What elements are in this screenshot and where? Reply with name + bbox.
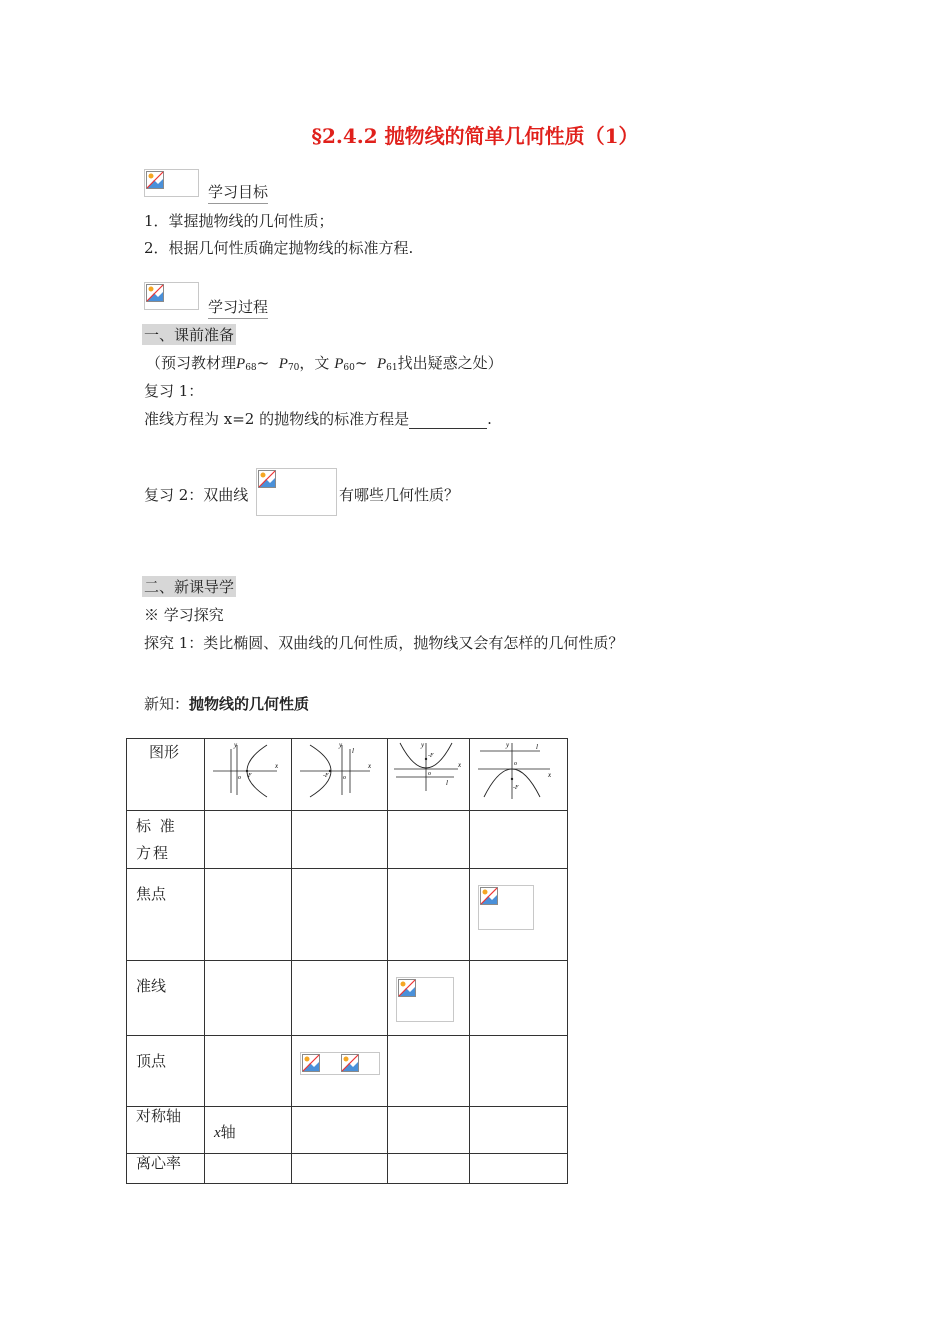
preview-note-text: （预习教材理	[146, 354, 237, 372]
formula-image-placeholder	[478, 885, 534, 930]
axis-text: 轴	[220, 1123, 236, 1141]
broken-image-icon	[480, 887, 498, 905]
origin-label: o	[514, 761, 517, 767]
table-cell	[388, 1154, 470, 1184]
image-placeholder	[144, 169, 199, 197]
axis-label-x: x	[548, 771, 552, 779]
table-cell	[205, 811, 292, 869]
page-ref-sub: 68	[245, 363, 257, 373]
row-label: 离心率	[136, 1154, 182, 1172]
table-row	[127, 811, 568, 869]
image-placeholder	[144, 282, 199, 310]
review1-label: 复习 1：	[144, 382, 204, 400]
table-cell	[292, 961, 388, 1036]
table-cell	[127, 1036, 205, 1107]
goal-item: 1．掌握抛物线的几何性质；	[144, 212, 334, 230]
row-label: 焦点	[136, 885, 167, 903]
table-cell	[205, 739, 292, 811]
table-cell	[127, 739, 205, 811]
table-cell	[205, 1036, 292, 1107]
new-knowledge-label: 新知：	[144, 695, 190, 713]
origin-label: o	[428, 771, 431, 777]
table-cell	[205, 1107, 292, 1154]
table-cell	[388, 869, 470, 961]
section-heading-goals: 学习目标	[208, 181, 268, 204]
row-label: 准线	[136, 977, 167, 995]
table-cell	[470, 961, 568, 1036]
table-cell	[127, 961, 205, 1036]
axis-label-x: x	[458, 761, 462, 769]
table-cell	[470, 739, 568, 811]
parabola-up-graph	[388, 739, 470, 811]
broken-image-icon	[398, 979, 416, 997]
row-label: 对称轴	[136, 1107, 182, 1125]
table-cell	[388, 1036, 470, 1107]
table-cell	[292, 1036, 388, 1107]
parabola-down-graph	[470, 739, 568, 811]
page-title: §2.4.2 抛物线的简单几何性质（1）	[311, 124, 639, 148]
directrix-label: l	[536, 743, 538, 751]
axis-answer	[214, 1119, 236, 1147]
parabola-left-graph	[292, 739, 388, 811]
axis-label-y: y	[506, 741, 510, 749]
table-cell	[470, 1107, 568, 1154]
page-ref-sub: 60	[343, 363, 355, 373]
axis-var: x	[214, 1125, 221, 1141]
broken-image-icon	[341, 1054, 359, 1072]
table-cell	[292, 1107, 388, 1154]
table-cell	[470, 811, 568, 869]
table-cell	[292, 739, 388, 811]
formula-image-placeholder	[300, 1052, 380, 1075]
table-row	[127, 1036, 568, 1107]
focus-label: -F	[428, 753, 434, 759]
parabola-right-graph	[205, 739, 292, 811]
broken-image-icon	[302, 1054, 320, 1072]
page-ref-sub: 70	[287, 363, 300, 373]
preview-note-text: ，文	[299, 354, 330, 372]
broken-image-icon	[146, 171, 164, 189]
review1-question	[144, 408, 492, 429]
answer-blank[interactable]	[409, 414, 487, 429]
table-cell	[470, 1154, 568, 1184]
section-heading-prep: 一、课前准备	[144, 326, 235, 344]
review1-end: .	[487, 410, 492, 428]
new-knowledge-title: 抛物线的几何性质	[189, 695, 310, 713]
focus-label: -F	[513, 785, 519, 791]
table-cell	[388, 739, 470, 811]
table-cell	[388, 961, 470, 1036]
section-heading-process: 学习过程	[208, 296, 268, 319]
properties-table	[126, 738, 568, 1184]
explore-question: 探究 1：类比椭圆、双曲线的几何性质，抛物线又会有怎样的几何性质？	[144, 634, 624, 652]
row-label: 顶点	[136, 1052, 167, 1070]
preview-note-text: 找出疑惑之处）	[397, 354, 503, 372]
broken-image-icon	[258, 470, 276, 488]
focus-label: -F	[323, 773, 329, 779]
broken-image-icon	[146, 284, 164, 302]
axis-label-x: x	[368, 762, 372, 770]
section-heading-newlesson: 二、新课导学	[144, 578, 235, 596]
table-cell	[292, 811, 388, 869]
focus-label: F	[248, 773, 252, 779]
table-cell	[205, 1154, 292, 1184]
new-knowledge	[144, 693, 309, 714]
page-ref: P	[334, 356, 344, 372]
table-row	[127, 869, 568, 961]
formula-image-placeholder	[256, 468, 337, 516]
page-ref: P	[236, 356, 246, 372]
table-cell	[127, 869, 205, 961]
origin-label: o	[343, 775, 346, 781]
table-row	[127, 739, 568, 811]
explore-heading: ※ 学习探究	[144, 606, 224, 624]
table-cell	[205, 869, 292, 961]
row-label: 标 准 方程	[136, 817, 177, 862]
tilde: ~	[354, 354, 368, 372]
page-ref: P	[278, 356, 288, 372]
table-cell	[292, 1154, 388, 1184]
table-cell	[470, 869, 568, 961]
formula-image-placeholder	[396, 977, 454, 1022]
table-cell	[470, 1036, 568, 1107]
table-cell	[205, 961, 292, 1036]
table-cell	[127, 811, 205, 869]
axis-label-x: x	[275, 762, 279, 770]
goal-item: 2．根据几何性质确定抛物线的标准方程.	[144, 239, 414, 257]
directrix-label: l	[446, 779, 448, 787]
page-ref: P	[376, 356, 387, 372]
table-cell	[127, 1154, 205, 1184]
table-row	[127, 961, 568, 1036]
table-row	[127, 1154, 568, 1184]
table-cell	[388, 811, 470, 869]
axis-label-y: y	[234, 741, 238, 749]
table-cell	[127, 1107, 205, 1154]
origin-label: o	[238, 775, 241, 781]
review2-post: 有哪些几何性质？	[339, 486, 460, 504]
directrix-label: l	[352, 747, 354, 755]
table-cell	[388, 1107, 470, 1154]
axis-label-y: y	[421, 741, 425, 749]
tilde: ~	[256, 354, 270, 372]
table-cell	[292, 869, 388, 961]
review1-text: 准线方程为 x=2 的抛物线的标准方程是	[144, 410, 410, 428]
axis-label-y: y	[339, 741, 343, 749]
preview-note	[146, 352, 503, 373]
row-label: 图形	[149, 743, 180, 761]
review2-pre: 复习 2：双曲线	[144, 486, 249, 504]
page-ref-sub: 61	[386, 363, 398, 373]
table-row	[127, 1107, 568, 1154]
